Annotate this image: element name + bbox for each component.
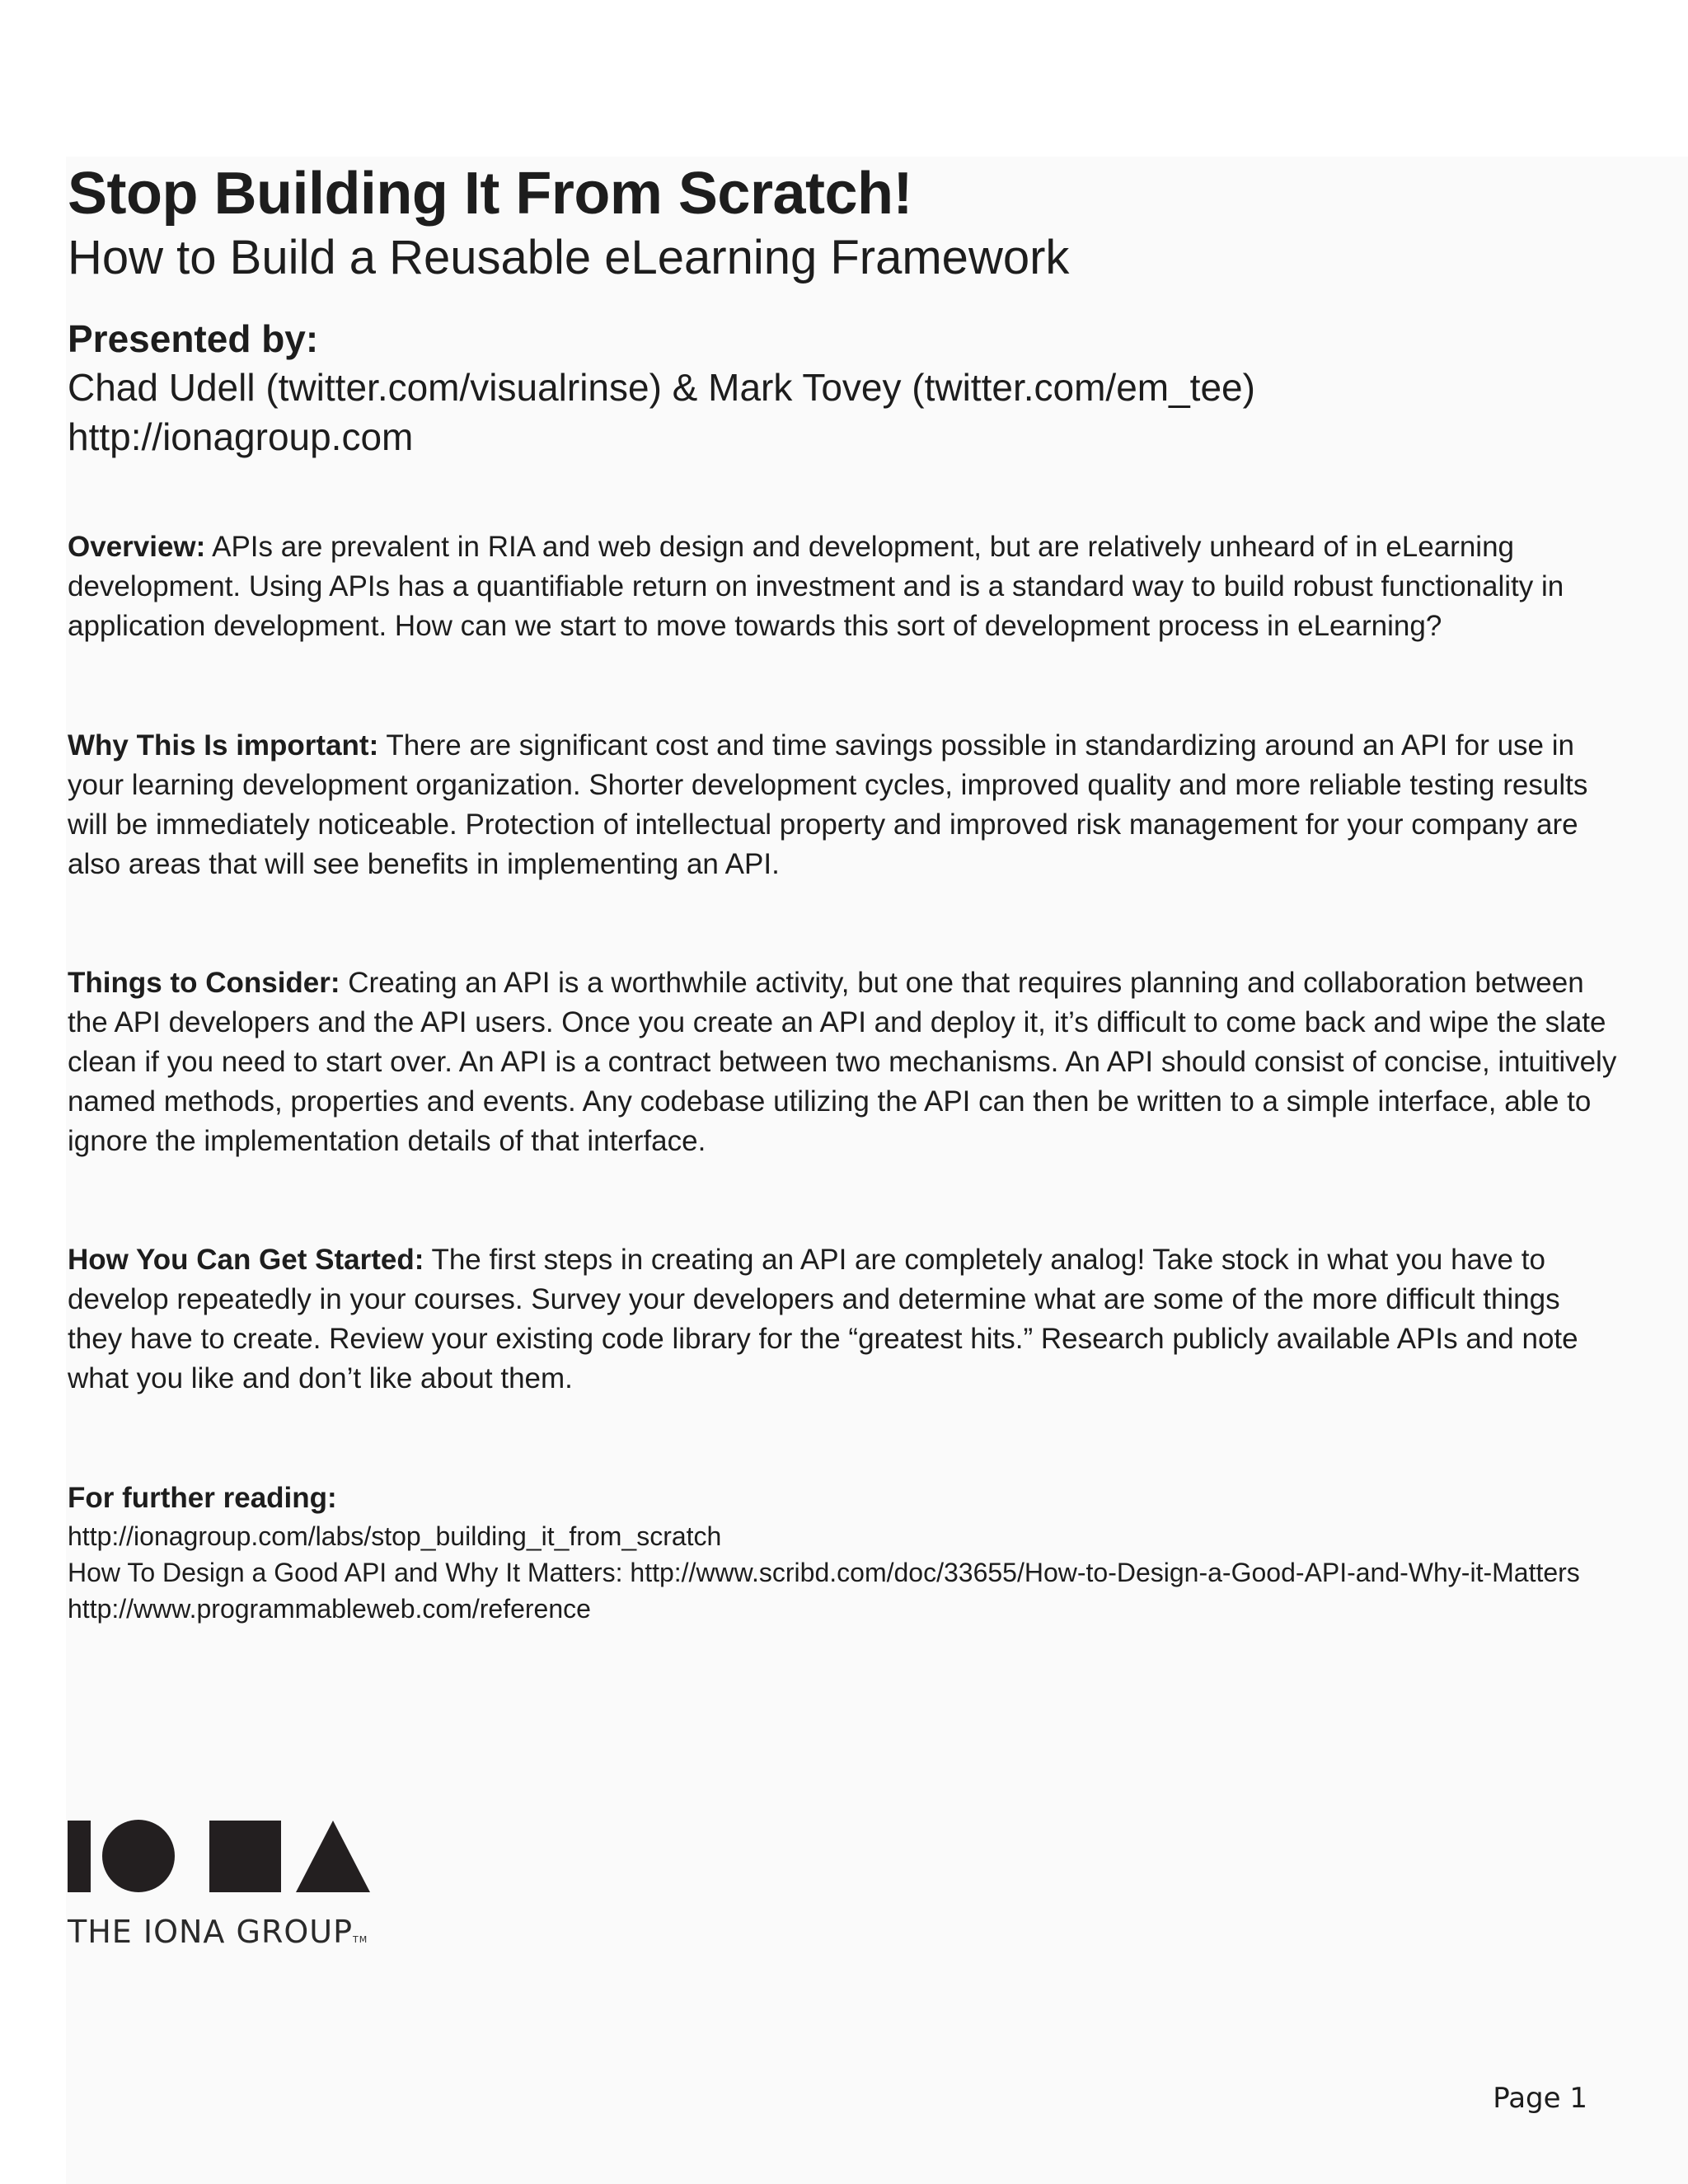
overview-text: APIs are prevalent in RIA and web design and development, but are relatively unheard of in eLearning development. Using APIs has a quantifiable return on investment and is a standard way to build robust functionality in application development. How can we start to move towards this sort of development process in eLearning? [68, 531, 1564, 642]
logo-circle-shape [102, 1820, 175, 1892]
page-number: Page 1 [1493, 2082, 1587, 2115]
presenters-line: Chad Udell (twitter.com/visualrinse) & Mark Tovey (twitter.com/em_tee) [68, 366, 1255, 409]
document-subtitle: How to Build a Reusable eLearning Framework [68, 231, 1070, 284]
document-content [68, 158, 1617, 1627]
document-title: Stop Building It From Scratch! [68, 161, 912, 227]
why-important-text: There are significant cost and time savings possible in standardizing around an API for use in your learning development organization. Shorter development cycles, improved quality and more reliable testing results will be immediately noticeable. Protection of intellectual property and improved risk management for your company are also areas that will see benefits in implementing an API. [68, 729, 1588, 880]
things-to-consider-section [68, 963, 1617, 1161]
get-started-label: How You Can Get Started: [68, 1244, 424, 1276]
iona-group-logo [68, 1818, 414, 1950]
get-started-text: The first steps in creating an API are completely analog! Take stock in what you have to develop repeatedly in your courses. Survey your developers and determine what are some of the more difficult things they have to create. Review your existing code library for the “greatest hits.” Research publicly available APIs and note what you like and don’t like about them. [68, 1244, 1578, 1394]
things-to-consider-label: Things to Consider: [68, 967, 340, 999]
logo-triangle-shape [296, 1821, 370, 1892]
logo-wordmark [68, 1914, 368, 1950]
further-reading-link[interactable]: http://ionagroup.com/labs/stop_building_it_from_scratch [68, 1521, 722, 1551]
further-reading-link[interactable]: How To Design a Good API and Why It Matters: http://www.scribd.com/doc/33655/How-to-Design-a-Good-API-and-Why-it-Matters [68, 1558, 1580, 1587]
things-to-consider-text: Creating an API is a worthwhile activity, but one that requires planning and collaboration between the API developers and the API users. Once you create an API and deploy it, it’s difficult to come back and wipe the slate clean if you need to start over. An API is a contract between two mechanisms. An API should consist of concise, intuitively named methods, properties and events. Any codebase utilizing the API can then be written to a simple interface, able to ignore the implementation details of that interface. [68, 967, 1617, 1157]
iona-logo-shapes [68, 1818, 397, 1897]
logo-bar-shape [68, 1821, 91, 1892]
further-reading-link[interactable]: http://www.programmableweb.com/reference [68, 1594, 591, 1624]
overview-label: Overview: [68, 531, 206, 563]
logo-square-shape [209, 1821, 281, 1892]
logo-trademark: TM [352, 1934, 368, 1945]
why-important-section [68, 726, 1617, 884]
further-reading-heading: For further reading: [68, 1482, 337, 1514]
website-link[interactable]: http://ionagroup.com [68, 415, 414, 458]
why-important-label: Why This Is important: [68, 729, 379, 762]
overview-section [68, 527, 1617, 646]
presented-by-heading: Presented by: [68, 317, 319, 360]
get-started-section [68, 1240, 1617, 1399]
logo-wordmark-text: THE IONA GROUP [68, 1914, 353, 1950]
